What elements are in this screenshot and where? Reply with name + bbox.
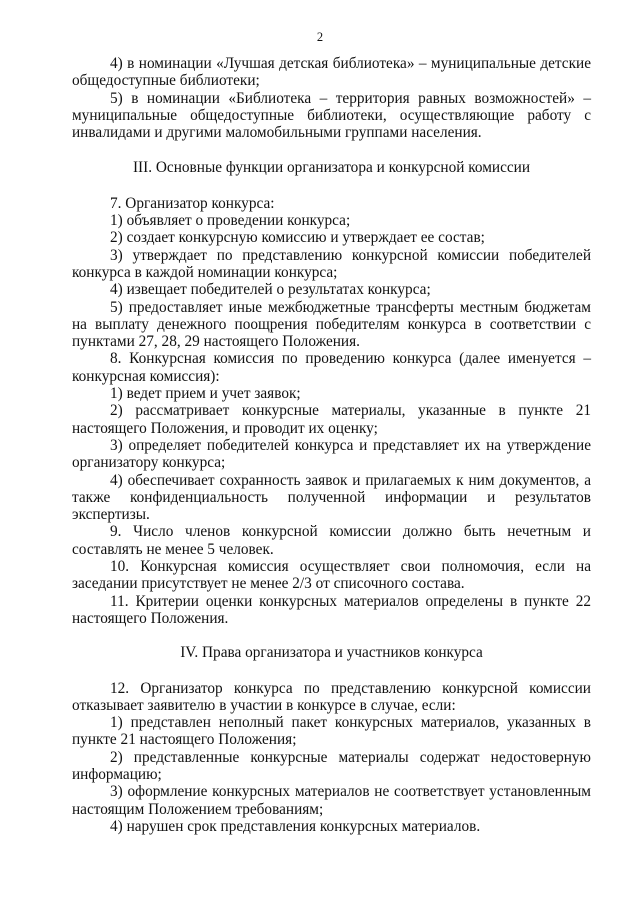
- clause-12-item-3: 3) оформление конкурсных материалов не соответствует установленным настоящим Положением требованиям;: [72, 783, 591, 818]
- clause-8-item-4: 4) обеспечивает сохранность заявок и прилагаемых к ним документов, а также конфиденциальность полученной информации и результатов экспертизы.: [72, 471, 591, 524]
- clause-12-item-1: 1) представлен неполный пакет конкурсных материалов, указанных в пункте 21 настоящего Положения;: [72, 714, 591, 749]
- nomination-item-5: 5) в номинации «Библиотека – территория равных возможностей» – муниципальные общедоступные библиотеки, осуществляющие работу с инвалидами и другими маломобильными группами населения.: [72, 89, 591, 142]
- clause-8: 8. Конкурсная комиссия по проведению конкурса (далее именуется – конкурсная комиссия):: [72, 350, 591, 385]
- section-3-heading: III. Основные функции организатора и конкурсной комиссии: [132, 159, 531, 177]
- clause-7-item-1: 1) объявляет о проведении конкурса;: [110, 212, 351, 230]
- clause-12: 12. Организатор конкурса по представлению конкурсной комиссии отказывает заявителю в участии в конкурсе в случае, если:: [72, 679, 591, 714]
- section-4-heading: IV. Права организатора и участников конкурса: [180, 644, 483, 662]
- clause-12-item-2: 2) представленные конкурсные материалы содержат недостоверную информацию;: [72, 748, 591, 783]
- page-number: 2: [316, 30, 324, 44]
- clause-10: 10. Конкурсная комиссия осуществляет свои полномочия, если на заседании присутствует не менее 2/3 от списочного состава.: [72, 558, 591, 593]
- clause-12-item-4: 4) нарушен срок представления конкурсных материалов.: [110, 817, 481, 835]
- clause-8-item-3: 3) определяет победителей конкурса и представляет их на утверждение организатору конкурса;: [72, 436, 591, 472]
- clause-7: 7. Организатор конкурса:: [110, 194, 275, 212]
- clause-7-item-4: 4) извещает победителей о результатах конкурса;: [110, 281, 431, 299]
- clause-8-item-2: 2) рассматривает конкурсные материалы, указанные в пункте 21 настоящего Положения, и проводит их оценку;: [72, 402, 591, 437]
- clause-7-item-3: 3) утверждает по представлению конкурсной комиссии победителей конкурса в каждой номинации конкурса;: [72, 246, 591, 281]
- clause-9: 9. Число членов конкурсной комиссии должно быть нечетным и составлять не менее 5 человек.: [72, 523, 591, 558]
- document-body: [72, 55, 591, 835]
- nomination-item-4: 4) в номинации «Лучшая детская библиотека» – муниципальные детские общедоступные библиотеки;: [72, 55, 591, 90]
- clause-11: 11. Критерии оценки конкурсных материалов определены в пункте 22 настоящего Положения.: [72, 592, 591, 627]
- clause-7-item-5: 5) предоставляет иные межбюджетные трансферты местным бюджетам на выплату денежного поощрения победителям конкурса в соответствии с пунктами 27, 28, 29 настоящего Положения.: [72, 298, 591, 351]
- clause-8-item-1: 1) ведет прием и учет заявок;: [110, 385, 301, 403]
- clause-7-item-2: 2) создает конкурсную комиссию и утверждает ее состав;: [110, 229, 485, 247]
